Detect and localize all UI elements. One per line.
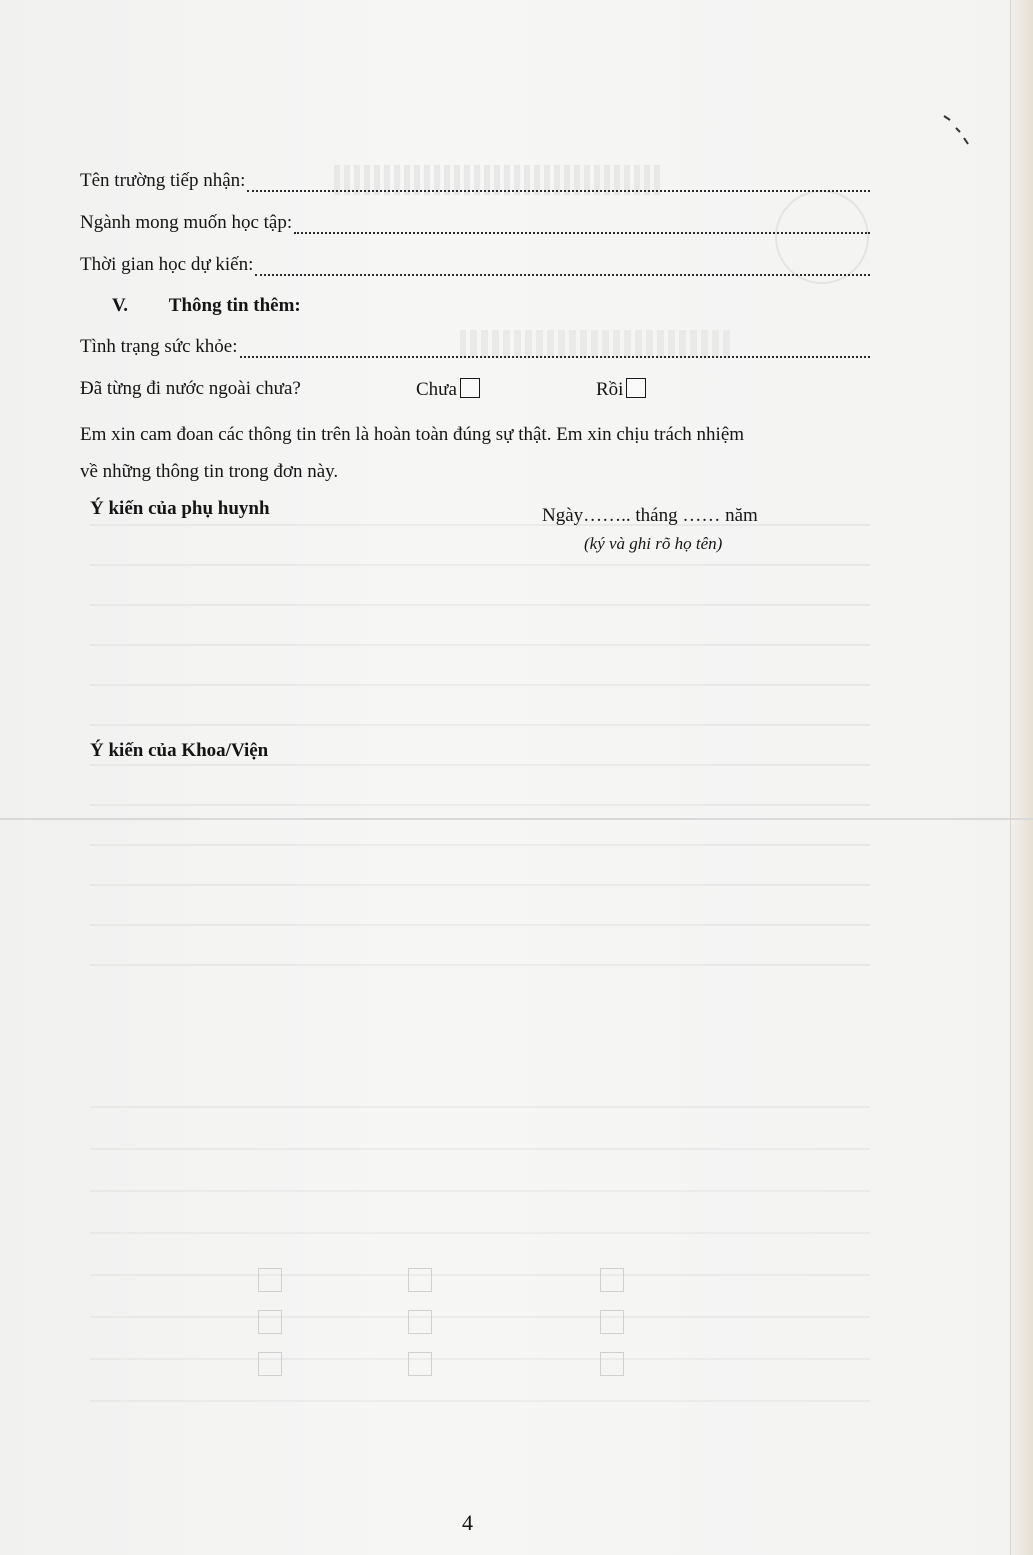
school-field-row <box>80 170 870 192</box>
major-label: Ngành mong muốn học tập: <box>80 212 293 233</box>
bleed-through-texture <box>258 1310 282 1334</box>
bleed-through-texture <box>600 1352 624 1376</box>
option-yes-label: Rồi <box>596 379 624 400</box>
major-field-row <box>80 212 870 234</box>
checkbox-empty-icon[interactable] <box>626 378 646 398</box>
page-number: 4 <box>462 1510 473 1535</box>
option-yes[interactable] <box>596 378 646 401</box>
pen-mark <box>942 112 972 152</box>
section-v-number: V. <box>112 295 129 316</box>
commitment-line-1: Em xin cam đoan các thông tin trên là hoàn toàn đúng sự thật. Em xin chịu trách nhiệm <box>80 424 745 445</box>
checkbox-empty-icon[interactable] <box>460 378 480 398</box>
study-time-field-row <box>80 254 870 276</box>
bleed-through-texture <box>258 1268 282 1292</box>
health-field[interactable] <box>240 342 870 358</box>
commitment-line-2: về những thông tin trong đơn này. <box>80 461 339 482</box>
option-not-yet[interactable] <box>416 378 480 401</box>
section-v-heading <box>112 295 512 317</box>
section-v-title: Thông tin thêm: <box>168 295 301 316</box>
abroad-question-row <box>80 378 870 400</box>
study-time-field[interactable] <box>255 260 870 276</box>
bleed-through-texture <box>600 1268 624 1292</box>
health-label: Tình trạng sức khỏe: <box>80 336 238 357</box>
option-not-yet-label: Chưa <box>416 379 457 400</box>
date-line: Ngày…….. tháng …… năm <box>542 505 758 526</box>
paper-edge <box>1010 0 1033 1555</box>
school-label: Tên trường tiếp nhận: <box>80 170 246 191</box>
school-field[interactable] <box>247 176 870 192</box>
health-field-row <box>80 336 870 358</box>
study-time-label: Thời gian học dự kiến: <box>80 254 254 275</box>
bleed-through-texture <box>600 1310 624 1334</box>
signature-note: (ký và ghi rõ họ tên) <box>584 534 723 553</box>
bleed-through-texture <box>408 1352 432 1376</box>
parent-opinion-label: Ý kiến của phụ huynh <box>90 498 270 519</box>
faculty-opinion-label: Ý kiến của Khoa/Viện <box>90 740 269 761</box>
bleed-through-texture <box>408 1310 432 1334</box>
abroad-question: Đã từng đi nước ngoài chưa? <box>80 378 301 399</box>
major-field[interactable] <box>294 218 870 234</box>
bleed-through-texture <box>90 1070 870 1440</box>
bleed-through-texture <box>258 1352 282 1376</box>
bleed-through-texture <box>408 1268 432 1292</box>
